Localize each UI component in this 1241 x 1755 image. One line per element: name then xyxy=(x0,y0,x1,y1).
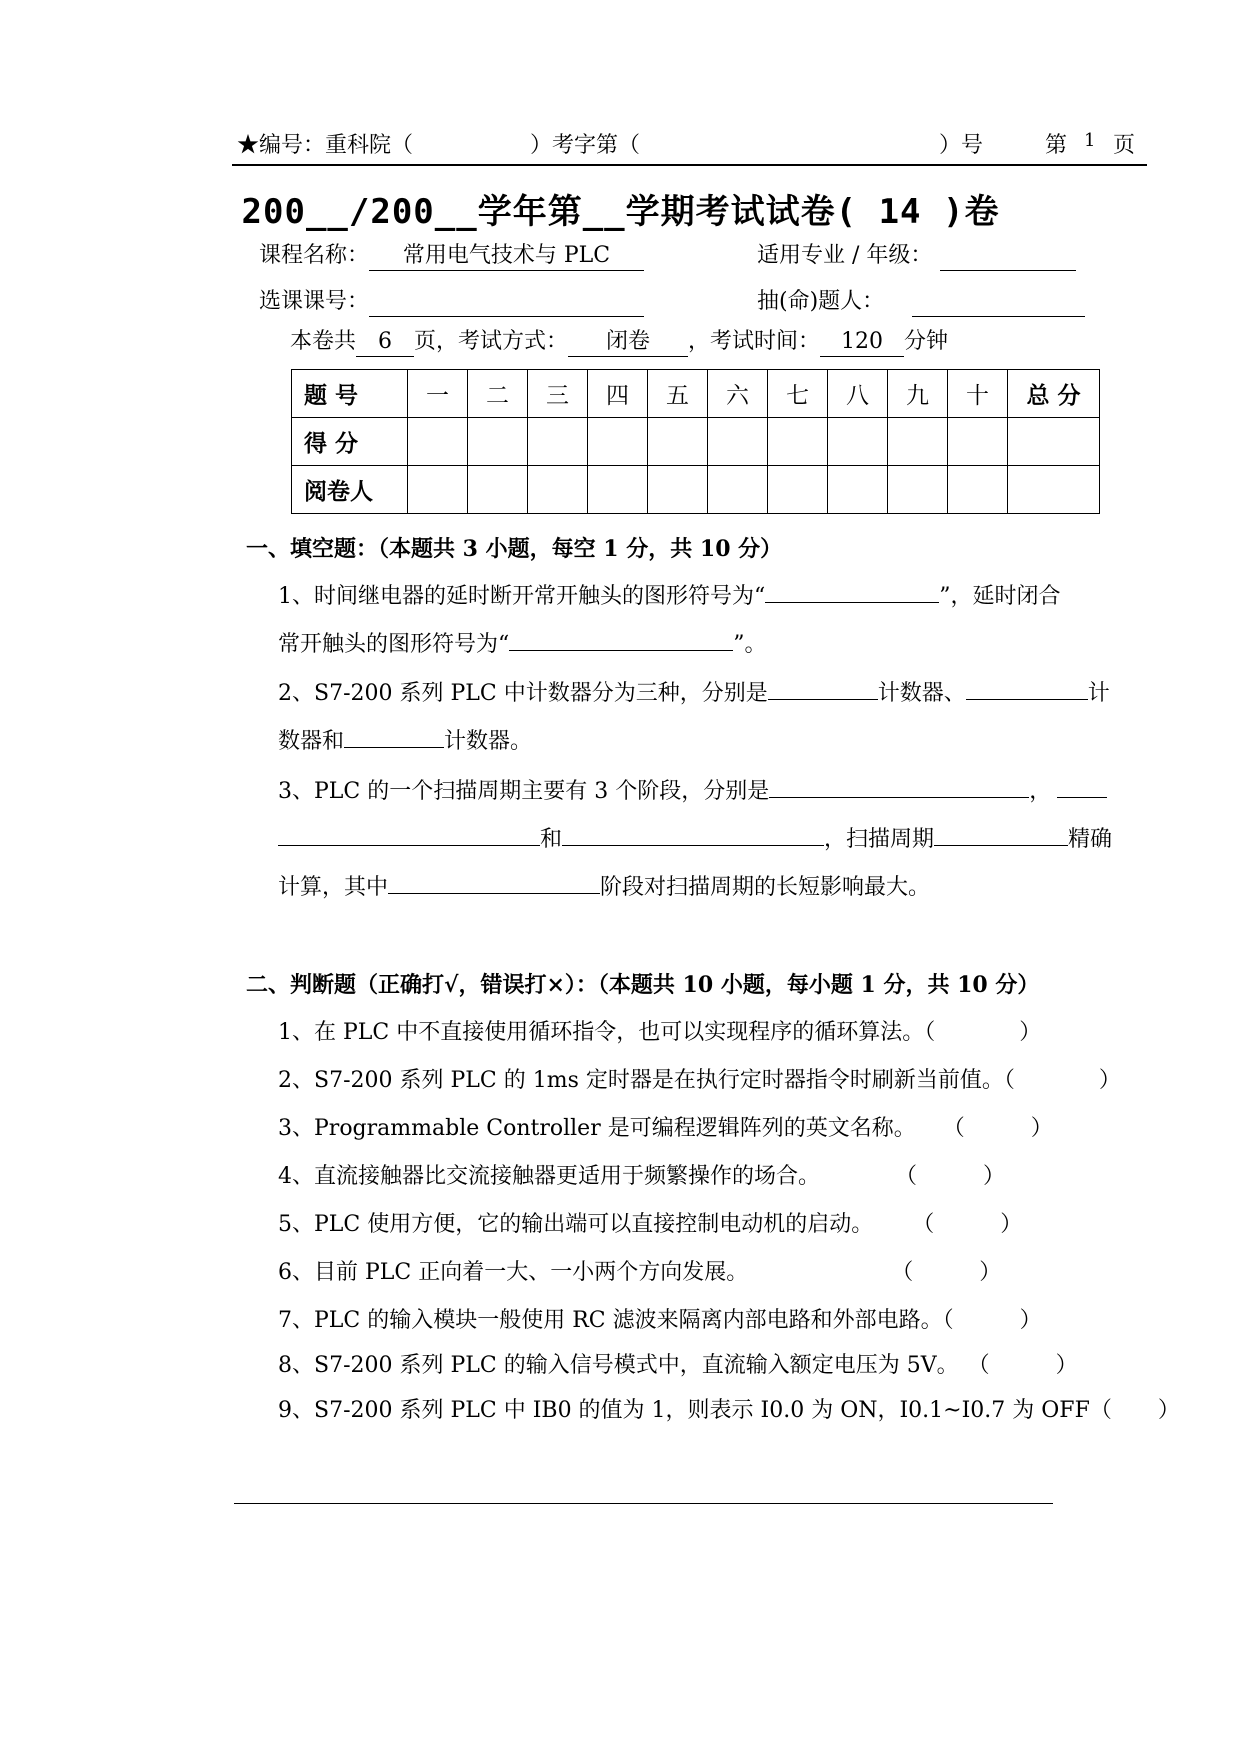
column-header-2: 二 xyxy=(468,370,528,418)
column-header-8: 八 xyxy=(828,370,888,418)
s2-item-4-answer-open: （ xyxy=(906,1164,918,1189)
s2-item-4-answer: ） xyxy=(983,1164,1006,1189)
s1-q1-text-d: ”。 xyxy=(733,632,767,657)
s2-item-9-text: 9、S7-200 系列 PLC 中 IB0 的值为 1，则表示 I0.0 为 ON，I0.1~I0.7 为 OFF（ xyxy=(278,1398,1112,1423)
header-serial-label: ★编号：重科院（ xyxy=(237,133,414,158)
grader-row-label: 阅卷人 xyxy=(292,466,408,514)
grader-cell xyxy=(408,466,468,514)
s1-q2-blank-3 xyxy=(344,725,444,748)
s2-item-6-answer: ） xyxy=(979,1260,1002,1285)
s1-q3-blank-2b xyxy=(278,823,540,846)
s1-q2-line1 xyxy=(278,676,1110,707)
s1-q3-text-g: 阶段对扫描周期的长短影响最大。 xyxy=(600,875,931,900)
s2-item-5-answer: ） xyxy=(1000,1212,1023,1237)
s1-q1-blank-2 xyxy=(509,628,733,651)
s2-item-1-text: 1、在 PLC 中不直接使用循环指令，也可以实现程序的循环算法。（ xyxy=(278,1020,936,1045)
score-cell xyxy=(948,418,1008,466)
s1-q3-text-a: 3、PLC 的一个扫描周期主要有 3 个阶段，分别是 xyxy=(278,779,770,804)
setter-row xyxy=(757,284,1085,317)
s2-item-5-text: 5、PLC 使用方便，它的输出端可以直接控制电动机的启动。 xyxy=(278,1212,874,1237)
footer-rule xyxy=(234,1503,1053,1504)
course-label: 课程名称： xyxy=(259,243,370,268)
pages-suffix: 页，考试方式： xyxy=(414,329,569,354)
section2-title: 二、判断题（正确打√，错误打×）：（本题共 10 小题，每小题 1 分，共 10 分） xyxy=(246,972,1040,998)
grader-row xyxy=(292,466,1100,514)
pages-value: 6 xyxy=(356,328,414,357)
s1-q2-text-e: 计数器。 xyxy=(444,729,533,754)
column-header-3: 三 xyxy=(528,370,588,418)
s1-q2-text-c: 计 xyxy=(1087,681,1110,706)
s2-item-2-text: 2、S7-200 系列 PLC 的 1ms 定时器是在执行定时器指令时刷新当前值。（ xyxy=(278,1068,1015,1093)
column-header-6: 六 xyxy=(708,370,768,418)
major-blank xyxy=(940,242,1076,271)
grader-cell xyxy=(648,466,708,514)
s1-q3-line1 xyxy=(278,774,1107,805)
course-code-label: 选课课号： xyxy=(259,289,370,314)
s1-q3-text-b: ， xyxy=(1029,779,1052,804)
score-table xyxy=(291,369,1100,514)
score-cell xyxy=(528,418,588,466)
s1-q3-blank-2a xyxy=(1057,775,1107,798)
s2-item-1-answer: ） xyxy=(1019,1020,1042,1045)
grader-cell xyxy=(708,466,768,514)
exam-title: 200__/200__学年第__学期考试试卷( 14 )卷 xyxy=(241,192,1000,232)
total-score-cell xyxy=(1008,418,1100,466)
s2-item-9-answer: ） xyxy=(1157,1398,1180,1423)
exam-time-value: 120 xyxy=(820,328,904,357)
score-table-header-row xyxy=(292,370,1100,418)
s2-item-2 xyxy=(278,1063,1121,1094)
s1-q2-blank-1 xyxy=(768,677,878,700)
s2-item-8 xyxy=(278,1348,1078,1379)
s1-q3-line3 xyxy=(278,870,930,901)
total-grader-cell xyxy=(1008,466,1100,514)
s2-item-3-text: 3、Programmable Controller 是可编程逻辑阵列的英文名称。 xyxy=(278,1116,916,1141)
setter-label: 抽(命)题人： xyxy=(757,289,885,314)
total-score-label: 总 分 xyxy=(1008,370,1100,418)
score-cell xyxy=(888,418,948,466)
major-row xyxy=(757,238,1076,271)
s2-item-7 xyxy=(278,1303,1042,1334)
s1-q3-blank-3 xyxy=(562,823,824,846)
score-cell xyxy=(708,418,768,466)
s2-item-5 xyxy=(278,1207,1022,1238)
s1-q3-text-c: 和 xyxy=(540,827,563,852)
s1-q2-text-a: 2、S7-200 系列 PLC 中计数器分为三种，分别是 xyxy=(278,681,768,706)
s2-item-2-answer: ） xyxy=(1098,1068,1121,1093)
grader-cell xyxy=(888,466,948,514)
s2-item-8-answer: ） xyxy=(1055,1353,1078,1378)
grader-cell xyxy=(588,466,648,514)
section1-title: 一、填空题：（本题共 3 小题，每空 1 分，共 10 分） xyxy=(246,536,783,562)
column-header-7: 七 xyxy=(768,370,828,418)
score-cell xyxy=(588,418,648,466)
s1-q3-blank-4 xyxy=(934,823,1068,846)
s1-q2-line2 xyxy=(278,724,532,755)
s2-item-8-answer-open: （ xyxy=(978,1353,990,1378)
course-name-row xyxy=(259,238,644,271)
s1-q1-line1 xyxy=(278,579,1061,610)
course-code-blank xyxy=(369,288,644,317)
time-prefix: ，考试时间： xyxy=(688,329,821,354)
s2-item-3 xyxy=(278,1111,1053,1142)
grader-cell xyxy=(948,466,1008,514)
s1-q1-text-a: 1、时间继电器的延时断开常开触头的图形符号为“ xyxy=(278,584,766,609)
column-header-9: 九 xyxy=(888,370,948,418)
grader-cell xyxy=(468,466,528,514)
s2-item-4 xyxy=(278,1159,1005,1190)
score-cell xyxy=(768,418,828,466)
s1-q1-text-c: 常开触头的图形符号为“ xyxy=(278,632,510,657)
score-cell xyxy=(648,418,708,466)
score-cell xyxy=(828,418,888,466)
column-header-1: 一 xyxy=(408,370,468,418)
s1-q1-text-b: ”，延时闭合 xyxy=(939,584,1061,609)
grader-cell xyxy=(768,466,828,514)
header-rule xyxy=(232,164,1147,166)
exam-mode-value: 闭卷 xyxy=(568,328,688,357)
s2-item-9 xyxy=(278,1393,1180,1424)
s1-q2-text-b: 计数器、 xyxy=(877,681,966,706)
s2-item-7-text: 7、PLC 的输入模块一般使用 RC 滤波来隔离内部电路和外部电路。（ xyxy=(278,1308,954,1333)
course-code-row xyxy=(259,284,644,317)
grader-cell xyxy=(828,466,888,514)
s2-item-1 xyxy=(278,1015,1041,1046)
page-suffix: 页 xyxy=(1113,133,1136,158)
s2-item-6-answer-open: （ xyxy=(902,1260,914,1285)
score-row xyxy=(292,418,1100,466)
s2-item-6 xyxy=(278,1255,1001,1286)
s1-q3-text-e: 精确 xyxy=(1068,827,1113,852)
major-label: 适用专业 / 年级： xyxy=(757,243,933,268)
s1-q2-blank-2 xyxy=(966,677,1088,700)
s2-item-5-answer-open: （ xyxy=(923,1212,935,1237)
question-number-label: 题 号 xyxy=(292,370,408,418)
score-cell xyxy=(408,418,468,466)
s1-q3-line2 xyxy=(278,822,1112,853)
s2-item-4-text: 4、直流接触器比交流接触器更适用于频繁操作的场合。 xyxy=(278,1164,820,1189)
setter-blank xyxy=(912,288,1085,317)
page-number: 1 xyxy=(1084,130,1096,151)
exam-meta-row xyxy=(290,324,948,357)
column-header-4: 四 xyxy=(588,370,648,418)
s1-q3-text-f: 计算，其中 xyxy=(278,875,389,900)
s1-q1-blank-1 xyxy=(765,580,939,603)
s1-q3-blank-1 xyxy=(769,775,1029,798)
s2-item-8-text: 8、S7-200 系列 PLC 的输入信号模式中，直流输入额定电压为 5V。 xyxy=(278,1353,959,1378)
s2-item-6-text: 6、目前 PLC 正向着一大、一小两个方向发展。 xyxy=(278,1260,749,1285)
header-kaozi-label: ）考字第（ xyxy=(530,133,641,158)
s2-item-3-answer: ） xyxy=(1030,1116,1053,1141)
s1-q2-text-d: 数器和 xyxy=(278,729,345,754)
score-cell xyxy=(468,418,528,466)
grader-cell xyxy=(528,466,588,514)
page-prefix: 第 xyxy=(1045,133,1068,158)
s2-item-7-answer: ） xyxy=(1019,1308,1042,1333)
time-suffix: 分钟 xyxy=(904,329,949,354)
s1-q3-blank-5 xyxy=(388,871,600,894)
s1-q1-line2 xyxy=(278,627,767,658)
header-hao-label: ）号 xyxy=(939,133,984,158)
column-header-10: 十 xyxy=(948,370,1008,418)
pages-prefix: 本卷共 xyxy=(290,329,357,354)
score-row-label: 得 分 xyxy=(292,418,408,466)
s1-q3-text-d: ，扫描周期 xyxy=(824,827,935,852)
column-header-5: 五 xyxy=(648,370,708,418)
s2-item-3-answer-open: （ xyxy=(953,1116,965,1141)
course-value: 常用电气技术与 PLC xyxy=(369,242,644,271)
